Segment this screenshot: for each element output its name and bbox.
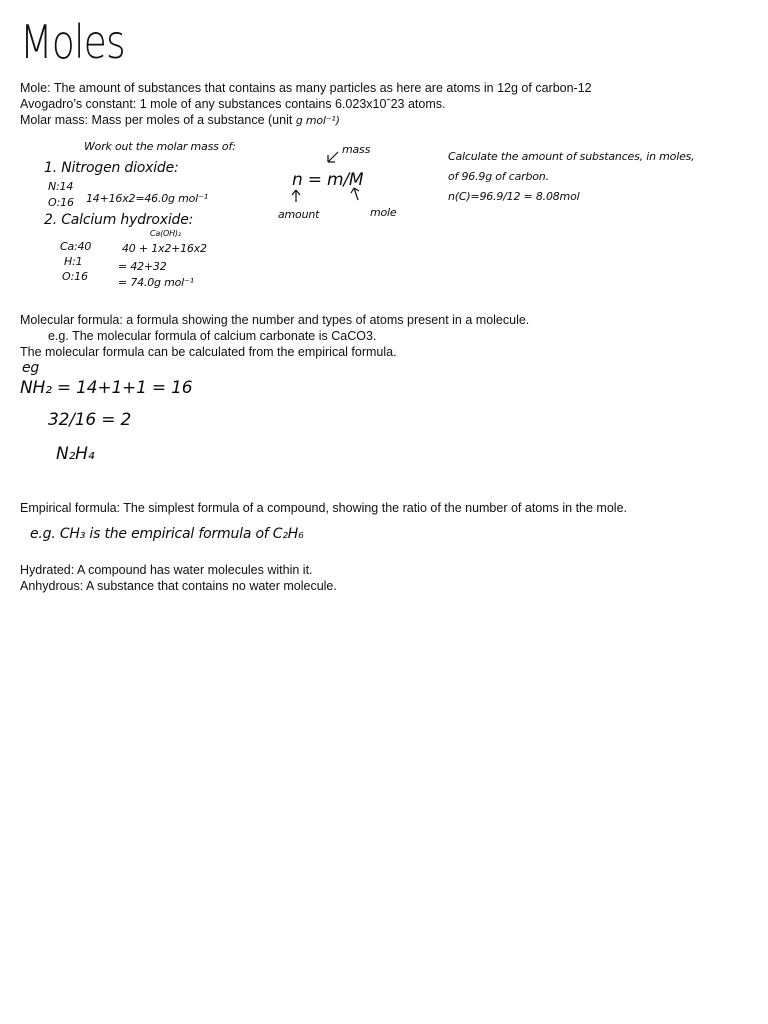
- avogadro-definition: Avogadro’s constant: 1 mole of any substances contains 6.023x10ˆ23 atoms.: [20, 97, 446, 111]
- example1-item2-formula: Ca(OH)₂: [150, 229, 181, 238]
- formula-amount-label: amount: [278, 208, 320, 221]
- page-title: Moles: [20, 15, 125, 69]
- example1-item2-h: H:1: [64, 255, 83, 268]
- anhydrous-definition: Anhydrous: A substance that contains no water molecule.: [20, 579, 337, 593]
- molecular-formula-note: The molecular formula can be calculated from the empirical formula.: [20, 345, 397, 359]
- molecular-example-line2: 32/16 = 2: [48, 410, 132, 430]
- molecular-example-eg: eg: [22, 360, 40, 376]
- hydrated-definition: Hydrated: A compound has water molecules within it.: [20, 563, 313, 577]
- example1-item2-calc3: = 74.0g mol⁻¹: [118, 276, 194, 289]
- example1-item1-calc: 14+16x2=46.0g mol⁻¹: [86, 192, 208, 205]
- example2-line1: Calculate the amount of substances, in moles,: [448, 150, 695, 163]
- formula-equation: n = m/M: [292, 170, 364, 190]
- molar-mass-unit: g mol⁻¹): [295, 114, 340, 127]
- empirical-formula-definition: Empirical formula: The simplest formula of a compound, showing the ratio of the number of atoms in the mole.: [20, 501, 628, 515]
- example1-item2-calc2: = 42+32: [118, 260, 167, 273]
- molecular-formula-definition: Molecular formula: a formula showing the number and types of atoms present in a molecule.: [20, 313, 530, 327]
- example1-item2-ca: Ca:40: [60, 240, 92, 253]
- arrow-amount-icon: [292, 190, 300, 202]
- molecular-example-line1: NH₂ = 14+1+1 = 16: [20, 378, 193, 398]
- mole-definition: Mole: The amount of substances that contains as many particles as here are atoms in 12g of carbon-12: [20, 81, 592, 95]
- example1-item2-o: O:16: [62, 270, 88, 283]
- example1-item2-title: 2. Calcium hydroxide:: [44, 212, 194, 228]
- example2-line3: n(C)=96.9/12 = 8.08mol: [448, 190, 580, 203]
- formula-mass-label: mass: [342, 143, 371, 156]
- example1-heading: Work out the molar mass of:: [84, 140, 236, 153]
- example1-item1-n: N:14: [48, 180, 74, 193]
- example1-item1-title: 1. Nitrogen dioxide:: [44, 160, 179, 176]
- molar-mass-definition: [20, 112, 340, 129]
- empirical-formula-example: e.g. CH₃ is the empirical formula of C₂H₆: [30, 526, 304, 542]
- molar-mass-text: Molar mass: Mass per moles of a substance (unit: [20, 113, 293, 127]
- formula-mole-label: mole: [370, 206, 397, 219]
- example1-item1-o: O:16: [48, 196, 74, 209]
- example2-line2: of 96.9g of carbon.: [448, 170, 549, 183]
- molecular-example-line3: N₂H₄: [56, 444, 95, 464]
- example1-item2-calc1: 40 + 1x2+16x2: [122, 242, 207, 255]
- molecular-formula-example: e.g. The molecular formula of calcium carbonate is CaCO3.: [48, 329, 377, 343]
- arrow-mass-icon: [328, 152, 338, 162]
